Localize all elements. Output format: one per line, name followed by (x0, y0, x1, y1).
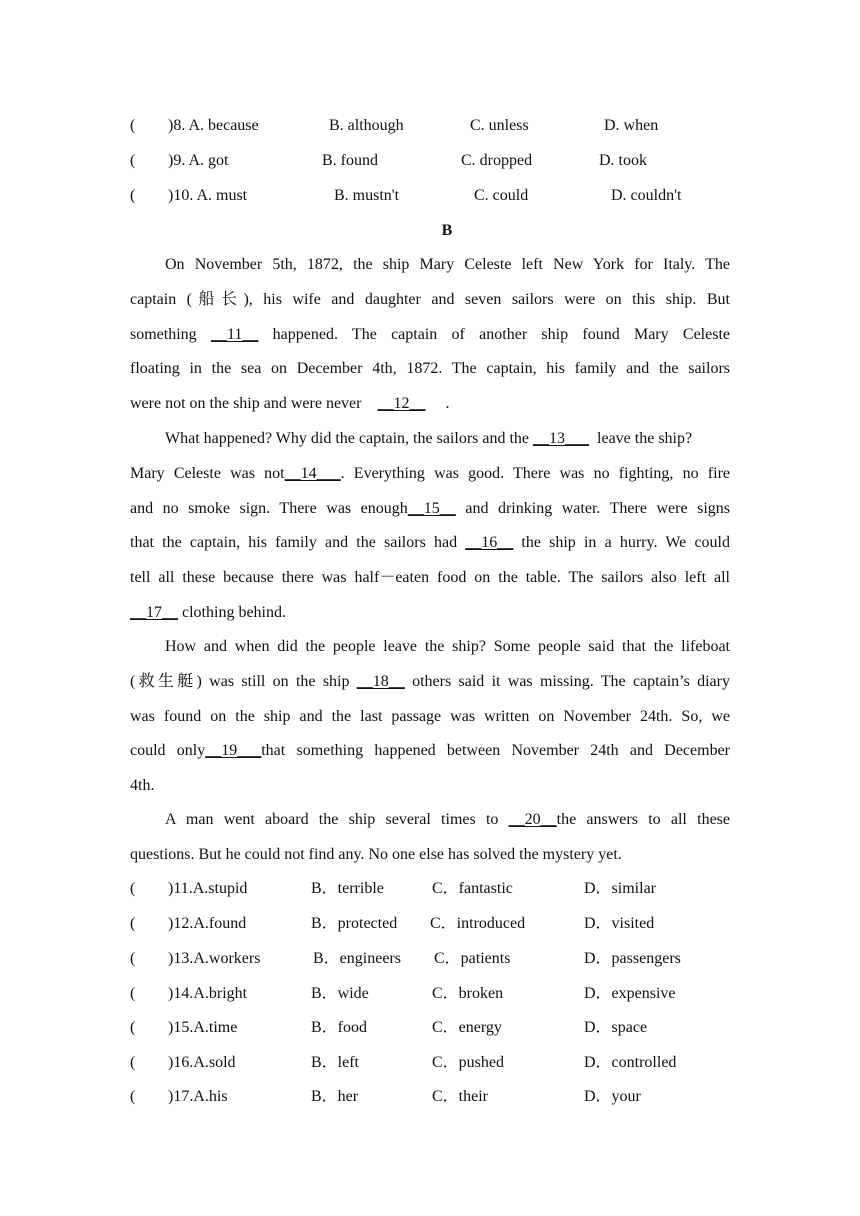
option-b: B．wide (311, 985, 369, 1002)
option-a: )10. A. must (168, 187, 248, 204)
option-c: C. unless (470, 117, 529, 134)
option-c: C．broken (432, 985, 504, 1002)
option-b: B．her (311, 1088, 359, 1105)
passage-line: __17__ clothing behind. (130, 603, 286, 621)
passage-line: tell all these because there was half－eaten food on the table. The sailors also left all (130, 569, 730, 587)
passage-paragraph-4 (130, 803, 730, 873)
passage-line: questions. But he could not find any. No one else has solved the mystery yet. (130, 845, 622, 863)
answer-bracket: ( (130, 1088, 136, 1105)
option-c: C．fantastic (432, 880, 513, 897)
passage-line: What happened? Why did the captain, the sailors and the __13___ leave the ship? (165, 430, 693, 447)
answer-bracket: ( (130, 880, 136, 897)
option-b: B．engineers (313, 950, 401, 967)
answer-bracket: ( (130, 187, 136, 204)
passage-line: and no smoke sign. There was enough__15__ and drinking water. There were signs (130, 499, 731, 517)
answer-bracket: ( (130, 1019, 136, 1036)
option-b: B. mustn't (334, 187, 400, 204)
answer-bracket: ( (130, 950, 136, 967)
answer-bracket: ( (130, 152, 136, 169)
option-a: )9. A. got (168, 152, 229, 169)
passage-line: On November 5th, 1872, the ship Mary Celeste left New York for Italy. The (165, 256, 730, 273)
option-c: C．patients (434, 950, 511, 967)
option-b: B. found (322, 152, 378, 169)
answer-bracket: ( (130, 985, 136, 1002)
passage-line: were not on the ship and were never __12__ . (130, 395, 450, 413)
passage-line: How and when did the people leave the ship? Some people said that the lifeboat (165, 638, 730, 655)
option-a: )16.A.sold (168, 1054, 236, 1071)
option-d: D．controlled (584, 1054, 677, 1071)
blank-12[interactable]: __12__ (377, 395, 426, 413)
passage-line: (救生艇) was still on the ship __18__ others said it was missing. The captain’s diary (130, 672, 730, 690)
passage-line: was found on the ship and the last passage was written on November 24th. So, we (130, 707, 730, 725)
blank-14[interactable]: __14___ (284, 464, 341, 482)
blank-16[interactable]: __16__ (465, 534, 514, 552)
option-d: D．passengers (584, 950, 681, 967)
option-d: D. when (604, 117, 659, 134)
passage-line: A man went aboard the ship several times to __20__the answers to all these (165, 811, 730, 828)
option-c: C. could (474, 187, 529, 204)
option-d: D. took (599, 152, 647, 169)
option-a: )17.A.his (168, 1088, 228, 1105)
passage-line: Mary Celeste was not__14___. Everything was good. There was no fighting, no fire (130, 464, 730, 482)
option-b: B. although (329, 117, 404, 134)
option-c: C．introduced (430, 915, 526, 932)
passage-line: captain (船长), his wife and daughter and seven sailors were on this ship. But (130, 290, 730, 308)
option-d: D．your (584, 1088, 641, 1105)
option-a: )13.A.workers (168, 950, 261, 967)
option-d: D．space (584, 1019, 648, 1036)
blank-17[interactable]: __17__ (130, 603, 178, 621)
passage-line: something __11__ happened. The captain of another ship found Mary Celeste (130, 325, 731, 343)
option-c: C．energy (432, 1019, 502, 1036)
passage-line: floating in the sea on December 4th, 1872. The captain, his family and the sailors (130, 360, 730, 378)
passage-line: 4th. (130, 777, 155, 795)
option-b: B．protected (311, 915, 398, 932)
blank-13[interactable]: __13___ (533, 430, 590, 447)
answer-bracket: ( (130, 915, 136, 932)
blank-15[interactable]: __15__ (407, 499, 456, 517)
answer-bracket: ( (130, 1054, 136, 1071)
option-b: B．food (311, 1019, 368, 1036)
option-d: D．visited (584, 915, 655, 932)
option-c: C．pushed (432, 1054, 505, 1071)
option-a: )14.A.bright (168, 985, 248, 1002)
option-d: D．expensive (584, 985, 676, 1002)
section-title: B (441, 222, 453, 239)
passage-paragraph-2 (130, 422, 738, 631)
blank-11[interactable]: __11__ (210, 325, 259, 343)
blank-18[interactable]: __18__ (356, 672, 405, 690)
option-a: )12.A.found (168, 915, 247, 932)
option-b: B．left (311, 1054, 359, 1071)
passage-line: that the captain, his family and the sailors had __16__ the ship in a hurry. We could (130, 534, 730, 552)
passage-line: could only__19___that something happened between November 24th and December (130, 742, 730, 760)
blank-19[interactable]: __19___ (205, 742, 262, 760)
option-d: D. couldn't (611, 187, 682, 204)
option-a: )11.A.stupid (168, 880, 248, 897)
answer-bracket: ( (130, 117, 136, 134)
option-d: D．similar (584, 880, 656, 897)
option-c: C. dropped (461, 152, 533, 169)
option-c: C．their (432, 1088, 488, 1105)
option-a: )15.A.time (168, 1019, 238, 1036)
passage-paragraph-3 (130, 630, 730, 804)
option-b: B．terrible (311, 880, 384, 897)
option-a: )8. A. because (168, 117, 259, 134)
blank-20[interactable]: __20__ (508, 811, 557, 828)
passage-paragraph-1 (130, 248, 730, 422)
